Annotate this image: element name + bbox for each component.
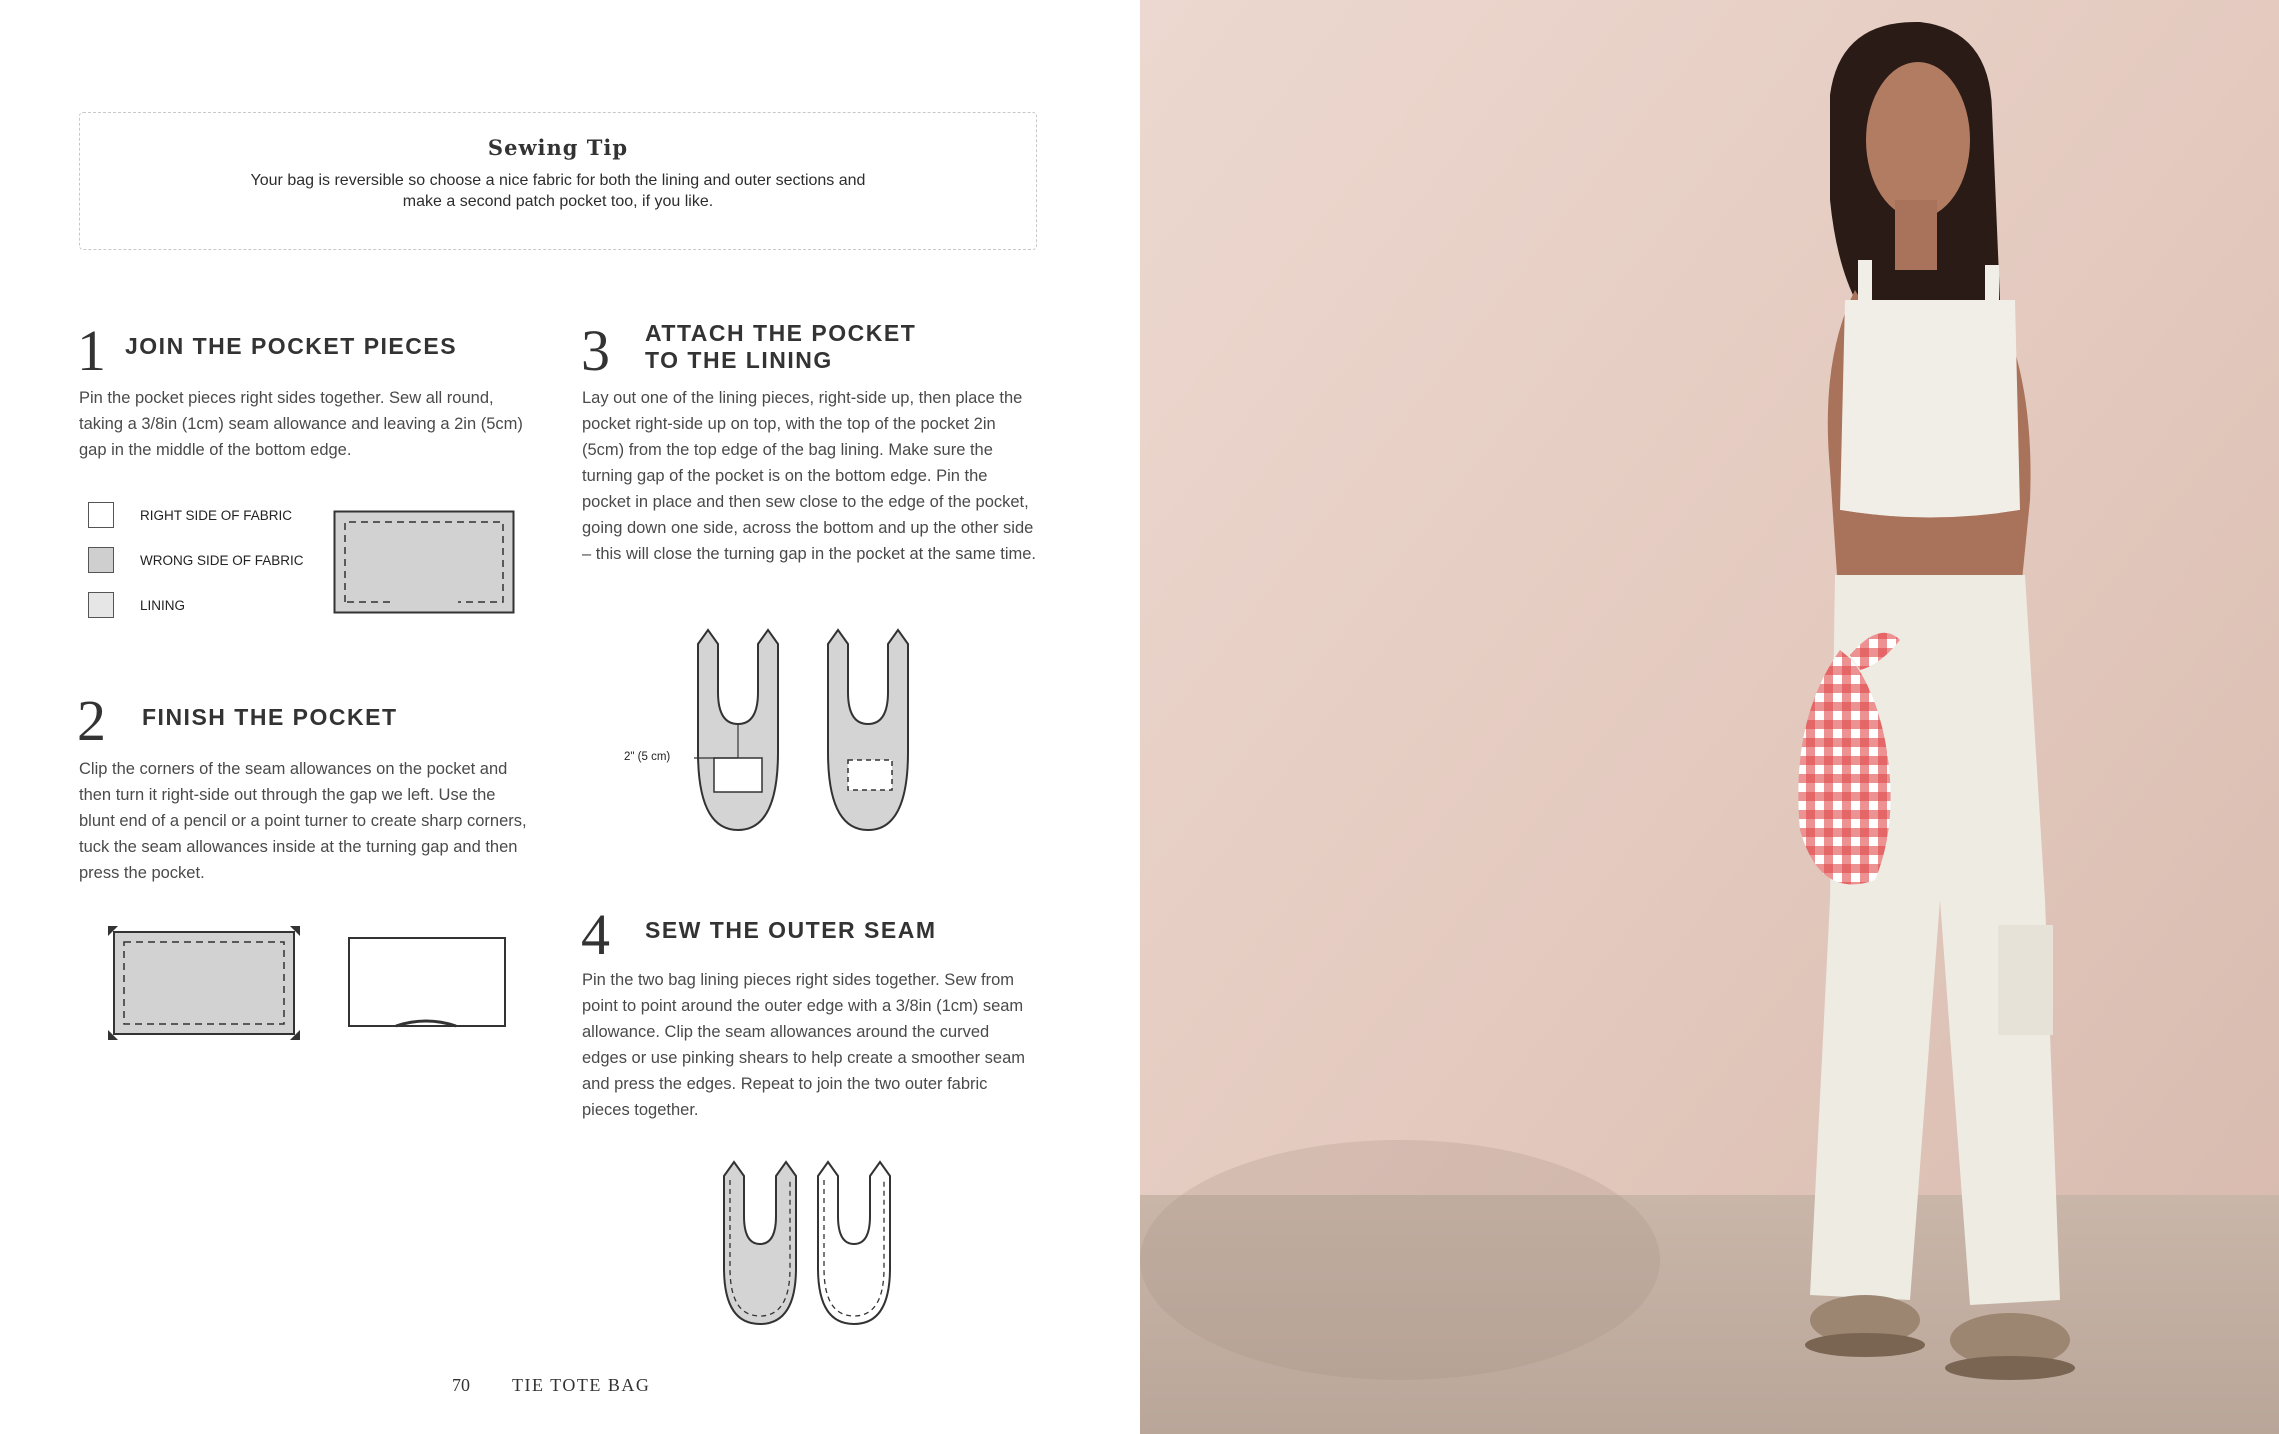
step-2-body: Clip the corners of the seam allowances on the pocket and then turn it right-side out through the gap we left. Use the blunt end of a pencil or a point turner to create sharp corners, tuck the seam allowances inside at the turning gap and then press the pocket.	[79, 760, 527, 882]
step-3-title-line2: TO THE LINING	[645, 347, 833, 373]
step-1-title: JOIN THE POCKET PIECES	[125, 333, 458, 359]
attach-pocket-diagram	[690, 628, 930, 838]
pocket-pieces-diagram	[333, 510, 515, 614]
page-number: 70	[452, 1375, 470, 1395]
sewing-tip-box	[79, 112, 1037, 250]
step-2-title: FINISH THE POCKET	[142, 704, 398, 730]
step-3-number: 3	[581, 318, 610, 383]
step-4-title: SEW THE OUTER SEAM	[645, 917, 937, 943]
finish-pocket-diagram	[104, 922, 509, 1044]
step-2-number: 2	[77, 688, 106, 753]
step-4-body: Pin the two bag lining pieces right sides together. Sew from point to point around the outer edge with a 3/8in (1cm) seam allowance. Clip the seam allowances around the curved edges or use pinking shears to help create a smoother seam and press the edges. Repeat to join the two outer fabric pieces together.	[582, 971, 1026, 1119]
right-side-swatch	[88, 502, 114, 528]
legend-label: WRONG SIDE OF FABRIC	[140, 553, 304, 568]
model-photo	[1140, 0, 2279, 1434]
measurement-label: 2" (5 cm)	[624, 751, 671, 763]
step-4-number: 4	[581, 902, 610, 967]
lining-swatch	[88, 592, 114, 618]
sewing-tip-text: Your bag is reversible so choose a nice fabric for both the lining and outer sections and make a second patch pocket too, if you like.	[250, 172, 866, 210]
legend-label: LINING	[140, 598, 186, 613]
outer-seam-diagram	[718, 1160, 898, 1328]
step-1-body: Pin the pocket pieces right sides together. Sew all round, taking a 3/8in (1cm) seam allowance and leaving a 2in (5cm) gap in the middle of the bottom edge.	[79, 389, 523, 459]
running-title: TIE TOTE BAG	[512, 1375, 651, 1395]
legend-label: RIGHT SIDE OF FABRIC	[140, 508, 293, 523]
step-3-title-line1: ATTACH THE POCKET	[645, 320, 917, 346]
sewing-tip-title: Sewing Tip	[487, 135, 629, 160]
wrong-side-swatch	[88, 547, 114, 573]
step-3-body: Lay out one of the lining pieces, right-side up, then place the pocket right-side up on top, with the top of the pocket 2in (5cm) from the top edge of the bag lining. Make sure the turning gap of the pocket is on the bottom edge. Pin the pocket in place and then sew close to the edge of the pocket, going down one side, across the bottom and up the other side – this will close the turning gap in the pocket at the same time.	[582, 389, 1036, 563]
step-1-number: 1	[77, 318, 106, 383]
